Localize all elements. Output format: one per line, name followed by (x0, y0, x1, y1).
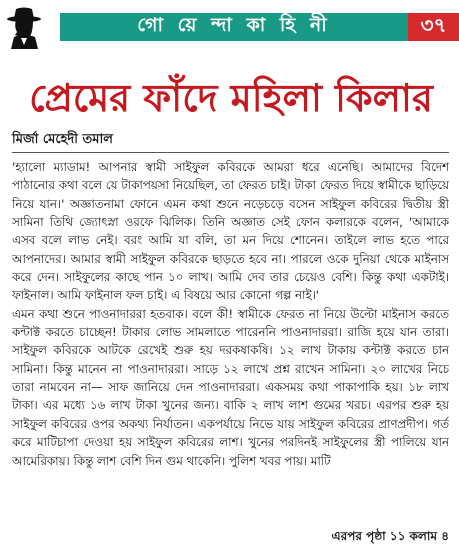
article-paragraph: 'হ্যালো ম্যাডাম! আপনার স্বামী সাইফুল কবিরকে আমরা ধরে এনেছি। আমাদের বিদেশ পাঠানোর কথা বলে যে টাকাপয়সা নিয়েছিল, তা ফেরত চাই। টাকা ফেরত দিয়ে স্বামীকে ছাড়িয়ে নিয়ে যান।' অজ্ঞাতনামা ফোনে এমন কথা শুনে নড়েচড়ে বসেন সাইফুল কবিরের দ্বিতীয় স্ত্রী সামিনা তিথি জ্যোৎস্না ওরফে ঝিলিক। তিনি অজ্ঞাত সেই ফোন কলারকে বলেন, 'আমাকে এসব বলে লাভ নেই। বরং আমি যা বলি, তা মন দিয়ে শোনেন। তাইলে লাভ হতে পারে আপনাদের। আমার স্বামী সাইফুল কবিরকে ছাড়তে হবে না। পারলে ওকে দুনিয়া থেকে মাইনাস করে দেন। সাইফুলের কাছে পান ১০ লাখ। আমি দেব তার চেয়েও বেশি। কিন্তু কথা একটাই। ফাইনাল। আমি ফাইনাল ফল চাই। এ বিষয়ে আর কোনো গল্প নাই।' (12, 160, 449, 303)
detective-silhouette-icon (5, 5, 43, 49)
page-number: ৩৭ (408, 13, 459, 41)
article-paragraph: এমন কথা শুনে পাওনাদাররা হতবাক। বলে কী! স্বামীকে ফেরত না নিয়ে উল্টো মাইনাস করতে কন্টাক্ট করতে চাচ্ছেন! টাকার লোভ সামলাতে পারেননি পাওনাদাররা। রাজি হয়ে যান তারা। সাইফুল কবিরকে আটকে রেখেই শুরু হয় দরকষাকষি। ১২ লাখ টাকায় কন্টাক্ট করতে চান সামিনা। কিন্তু মানেন না পাওনাদাররা। সাড়ে ১২ লাখে প্রশ্ন রাখেন সামিনা। ২০ লাখের নিচে তারা নামবেন না— সাফ জানিয়ে দেন পাওনাদাররা। একসময় কথা পাকাপাকি হয়। ১৮ লাখ টাকা। এর মধ্যে ১৬ লাখ টাকা খুনের জন্য। বাকি ২ লাখ লাশ গুমের খরচ। এরপর শুরু হয় সাইফুল কবিরের ওপর অকথ্য নির্যাতন। একপর্যায়ে নিভে যায় সাইফুল কবিরের প্রাণপ্রদীপ। গর্ত করে মাটিচাপা দেওয়া হয় সাইফুল কবিরের লাশ। খুনের পরদিনই সাইফুলের স্ত্রী পালিয়ে যান আমেরিকায়। কিন্তু লাশ বেশি দিন গুম থাকেনি। পুলিশ খবর পায়। মাটি (12, 306, 449, 468)
byline: মির্জা মেহেদী তমাল (12, 132, 113, 147)
series-title: গো য়ে ন্দা কা হি নী (60, 13, 408, 41)
article-body (12, 158, 449, 546)
byline-divider (12, 152, 449, 153)
continuation-note: এরপর পৃষ্ঠা ১১ কলাম ৪ (326, 528, 449, 548)
section-header (0, 0, 459, 52)
headline: প্রেমের ফাঁদে মহিলা কিলার (29, 76, 433, 120)
